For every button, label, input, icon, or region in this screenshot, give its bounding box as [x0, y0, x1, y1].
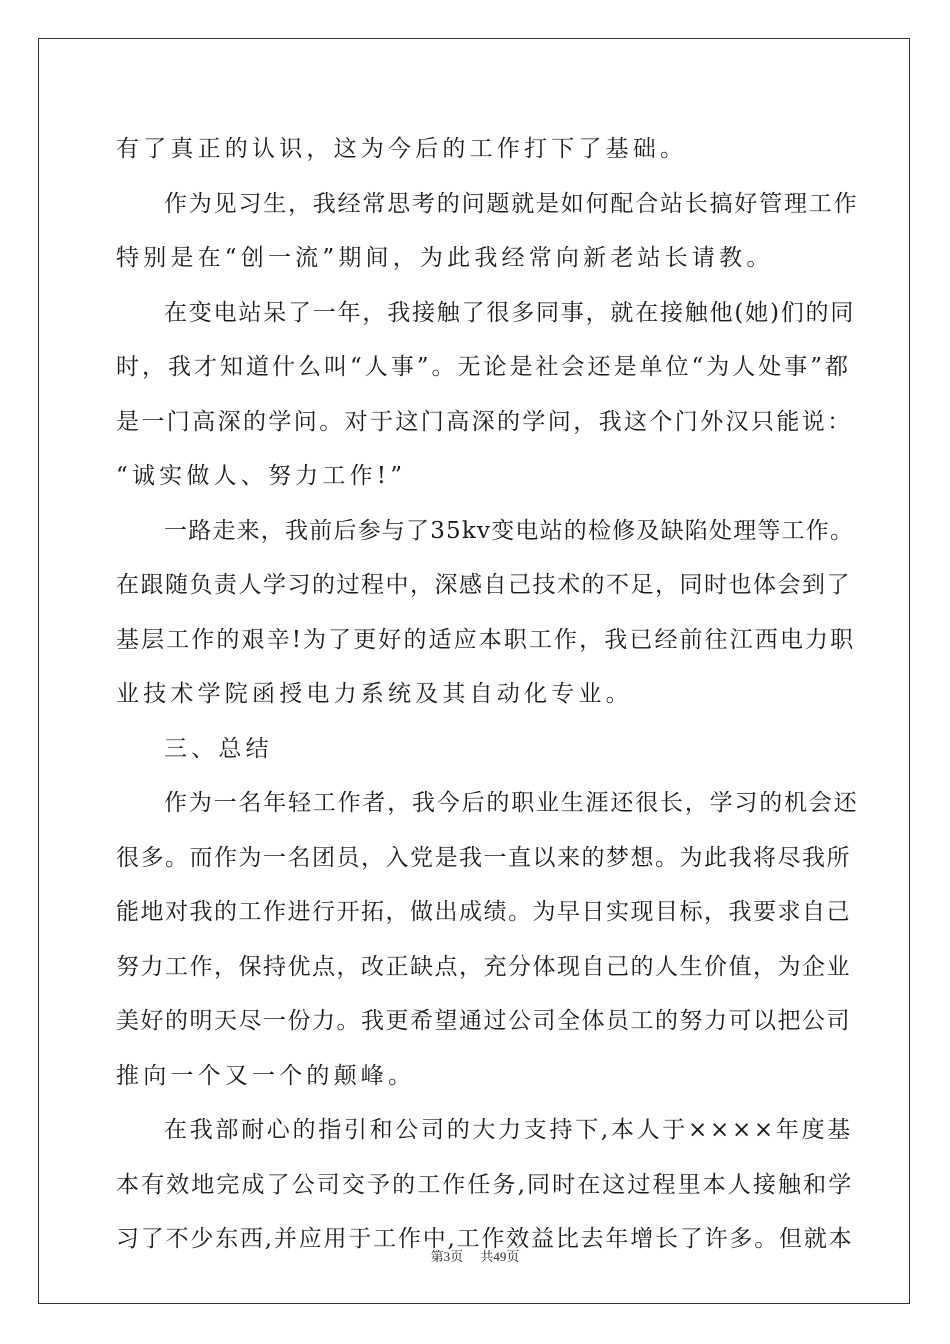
text-line: 业技术学院函授电力系统及其自动化专业。 [116, 681, 633, 707]
text-line: 本有效地完成了公司交予的工作任务,同时在这过程里本人接触和学 [116, 1171, 854, 1198]
document-body [116, 122, 859, 1267]
page-total: 共49页 [480, 1249, 520, 1264]
text-line: 努力工作，保持优点，改正缺点，充分体现自己的人生价值，为企业 [116, 953, 851, 980]
text-line: 习了不少东西,并应用于工作中,工作效益比去年增长了许多。但就本 [116, 1226, 854, 1252]
text-line: 在我部耐心的指引和公司的大力支持下,本人于××××年度基 [164, 1117, 853, 1143]
text-line: 很多。而作为一名团员，入党是我一直以来的梦想。为此我将尽我所 [116, 844, 851, 871]
text-line: 基层工作的艰辛!为了更好的适应本职工作，我已经前往江西电力职 [116, 626, 856, 653]
text-line: 作为见习生，我经常思考的问题就是如何配合站长搞好管理工作 [164, 190, 859, 217]
text-line: 作为一名年轻工作者，我今后的职业生涯还很长，学习的机会还 [164, 790, 859, 816]
text-line: 美好的明天尽一份力。我更希望通过公司全体员工的努力可以把公司 [116, 1008, 851, 1034]
text-line: 在变电站呆了一年，我接触了很多同事，就在接触他(她)们的同 [164, 299, 856, 326]
text-line: 有了真正的认识，这为今后的工作打下了基础。 [116, 136, 688, 162]
text-line: 特别是在“创一流”期间，为此我经常向新老站长请教。 [116, 245, 774, 271]
section-heading: 三、总结 [164, 735, 273, 762]
text-line: 能地对我的工作进行开拓，做出成绩。为早日实现目标，我要求自己 [116, 899, 851, 925]
text-line: 是一门高深的学问。对于这门高深的学问，我这个门外汉只能说： [116, 408, 853, 435]
text-line: “诚实做人、努力工作!” [116, 463, 407, 489]
text-line: 在跟随负责人学习的过程中，深感自己技术的不足，同时也体会到了 [116, 572, 851, 598]
page-number: 第3页 [430, 1249, 464, 1264]
page-footer [0, 1246, 950, 1265]
text-line: 时，我才知道什么叫“人事”。无论是社会还是单位“为人处事”都 [116, 354, 852, 380]
text-line: 一路走来，我前后参与了35kv变电站的检修及缺陷处理等工作。 [164, 517, 855, 544]
text-line: 推向一个又一个的颠峰。 [116, 1062, 416, 1089]
